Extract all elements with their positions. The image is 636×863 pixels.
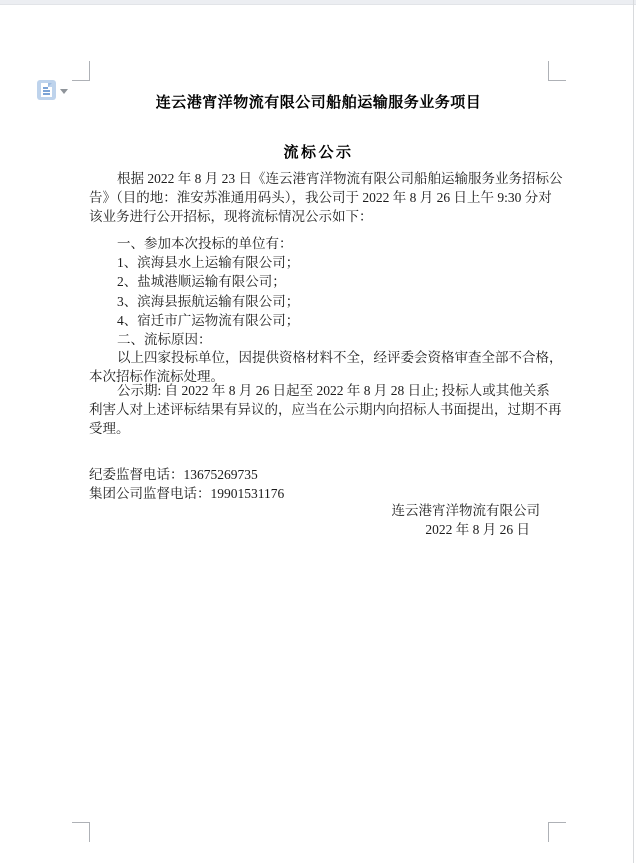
notice-line-1: 公示期: 自 2022 年 8 月 26 日起至 2022 年 8 月 28 日止; 投标人或其他关系 [117,383,550,398]
reason-line-2: 本次招标作流标处理。 [89,369,224,385]
bidder-item-2: 2、盐城港顺运输有限公司； [117,274,286,290]
window-top-edge [0,0,636,5]
reason-line-1: 以上四家投标单位，因提供资格材料不全，经评委会资格审查全部不合格， [117,350,563,365]
crop-mark-top-left [72,61,90,81]
crop-mark-bottom-right [548,822,566,842]
intro-paragraph [89,169,563,227]
window-right-edge [633,0,634,863]
notice-line-3: 受理。 [89,421,130,437]
crop-mark-top-right [548,61,566,81]
notice-line-2: 利害人对上述评标结果有异议的，应当在公示期内向招标人书面提出，过期不再 [89,402,562,418]
signature-company: 连云港宵洋物流有限公司 [391,503,540,518]
reason-heading: 二、流标原因： [117,332,212,348]
page-title: 连云港宵洋物流有限公司船舶运输服务业务项目 [155,94,482,112]
signature-date: 2022 年 8 月 26 日 [425,522,530,538]
signature-block [89,501,548,539]
paste-sheet-glyph [41,83,52,97]
chevron-down-icon [60,89,68,94]
phone-group-company: 集团公司监督电话：19901531176 [89,486,285,502]
publicity-period-paragraph [89,381,562,439]
bidders-section [89,234,548,349]
intro-line-2: 告》（目的地：淮安苏淮通用码头），我公司于 2022 年 8 月 26 日上午 9:30 分对 [89,190,552,206]
doc-subtitle: 流标公示 [283,145,354,162]
bidder-item-3: 3、滨海县振航运输有限公司； [117,293,300,309]
page-fold-corner [48,83,52,87]
paste-options-button[interactable] [37,80,69,101]
bidder-item-4: 4、宿迁市广运物流有限公司； [117,312,300,328]
phone-discipline-committee: 纪委监督电话：13675269735 [89,467,258,482]
clipboard-paste-icon [37,80,56,100]
supervision-contacts [89,465,548,503]
intro-line-3: 该业务进行公开招标，现将流标情况公示如下： [89,209,373,225]
intro-line-1: 根据 2022 年 8 月 23 日《连云港宵洋物流有限公司船舶运输服务业务招标公 [117,171,563,186]
bidder-item-1: 1、滨海县水上运输有限公司； [117,255,300,271]
crop-mark-bottom-left [72,822,90,842]
bidders-heading: 一、参加本次投标的单位有： [117,236,293,251]
